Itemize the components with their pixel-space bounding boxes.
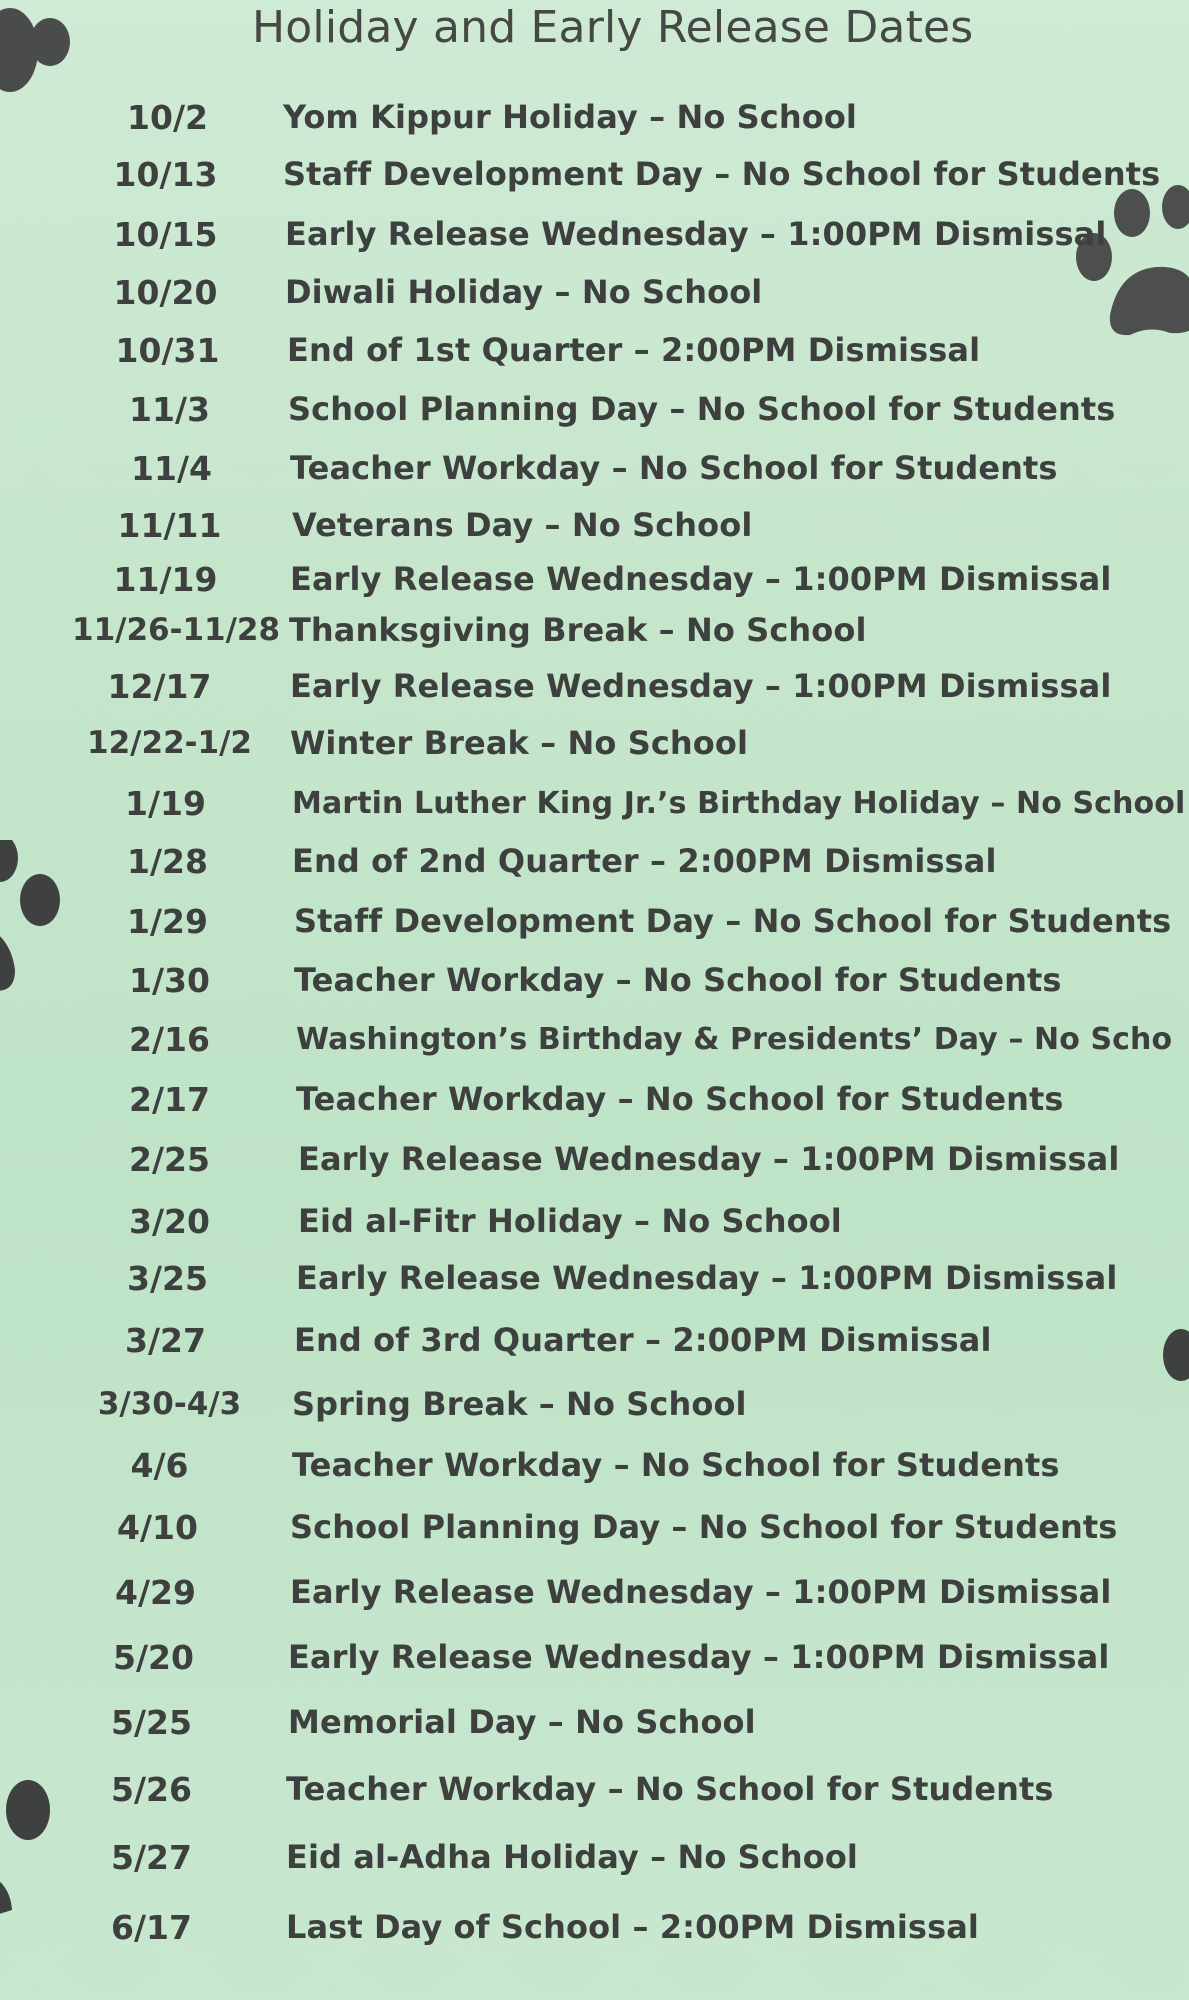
list-item bbox=[0, 1567, 1189, 1617]
list-item bbox=[0, 267, 1189, 317]
list-item bbox=[0, 896, 1189, 946]
event-description: Thanksgiving Break – No School bbox=[289, 611, 867, 649]
event-description: End of 3rd Quarter – 2:00PM Dismissal bbox=[294, 1321, 992, 1359]
list-item bbox=[0, 1440, 1189, 1490]
list-item bbox=[0, 1315, 1189, 1365]
event-description: End of 1st Quarter – 2:00PM Dismissal bbox=[287, 331, 981, 369]
event-date: 3/30-4/3 bbox=[97, 1386, 242, 1422]
event-date: 11/4 bbox=[131, 448, 212, 488]
list-item bbox=[0, 1134, 1189, 1184]
event-date: 1/29 bbox=[127, 901, 208, 941]
event-description: Last Day of School – 2:00PM Dismissal bbox=[286, 1908, 979, 1946]
event-description: Teacher Workday – No School for Students bbox=[296, 1080, 1064, 1118]
event-description: Spring Break – No School bbox=[292, 1385, 747, 1423]
event-date: 10/2 bbox=[127, 97, 208, 137]
event-date: 11/3 bbox=[129, 389, 210, 429]
event-date: 3/20 bbox=[129, 1201, 210, 1241]
list-item bbox=[0, 955, 1189, 1005]
event-description: Early Release Wednesday – 1:00PM Dismissal bbox=[296, 1259, 1118, 1297]
list-item bbox=[0, 1697, 1189, 1747]
event-description: Martin Luther King Jr.’s Birthday Holiday – No School bbox=[292, 785, 1186, 821]
event-description: Staff Development Day – No School for Students bbox=[294, 902, 1172, 940]
event-description: School Planning Day – No School for Students bbox=[288, 390, 1116, 428]
list-item bbox=[0, 836, 1189, 886]
list-item bbox=[0, 1253, 1189, 1303]
event-date: 5/20 bbox=[113, 1637, 194, 1677]
list-item bbox=[0, 1502, 1189, 1552]
event-description: Yom Kippur Holiday – No School bbox=[283, 98, 857, 136]
event-description: Early Release Wednesday – 1:00PM Dismissal bbox=[290, 1573, 1112, 1611]
event-description: School Planning Day – No School for Students bbox=[290, 1508, 1118, 1546]
event-date: 6/17 bbox=[111, 1907, 192, 1947]
event-description: Early Release Wednesday – 1:00PM Dismissal bbox=[285, 215, 1107, 253]
list-item bbox=[0, 661, 1189, 711]
list-item bbox=[0, 92, 1189, 142]
event-date: 1/28 bbox=[127, 841, 208, 881]
event-description: Washington’s Birthday & Presidents’ Day – No Scho bbox=[296, 1021, 1173, 1057]
event-description: Teacher Workday – No School for Students bbox=[290, 449, 1058, 487]
event-date: 1/19 bbox=[125, 783, 206, 823]
event-date: 3/25 bbox=[127, 1258, 208, 1298]
event-date: 11/26-11/28 bbox=[72, 612, 281, 648]
event-description: Early Release Wednesday – 1:00PM Dismissal bbox=[288, 1638, 1110, 1676]
list-item bbox=[0, 718, 1189, 768]
event-description: Winter Break – No School bbox=[290, 724, 749, 762]
event-date: 10/31 bbox=[115, 330, 220, 370]
list-item bbox=[0, 778, 1189, 828]
event-description: Teacher Workday – No School for Students bbox=[292, 1446, 1060, 1484]
list-item bbox=[0, 384, 1189, 434]
event-description: Eid al-Adha Holiday – No School bbox=[286, 1838, 859, 1876]
event-date: 3/27 bbox=[125, 1320, 206, 1360]
list-item bbox=[0, 443, 1189, 493]
event-date: 5/26 bbox=[111, 1769, 192, 1809]
event-date: 5/25 bbox=[111, 1702, 192, 1742]
event-date: 10/15 bbox=[113, 214, 218, 254]
event-date: 4/10 bbox=[117, 1507, 198, 1547]
event-date: 2/25 bbox=[129, 1139, 210, 1179]
event-date: 12/22-1/2 bbox=[87, 725, 252, 761]
list-item bbox=[0, 1764, 1189, 1814]
event-date: 2/17 bbox=[129, 1079, 210, 1119]
event-description: Early Release Wednesday – 1:00PM Dismissal bbox=[290, 667, 1112, 705]
list-item bbox=[0, 1074, 1189, 1124]
event-description: Teacher Workday – No School for Students bbox=[294, 961, 1062, 999]
event-date: 1/30 bbox=[129, 960, 210, 1000]
list-item bbox=[0, 149, 1189, 199]
list-item bbox=[0, 500, 1189, 550]
list-item bbox=[0, 554, 1189, 604]
list-item bbox=[0, 1832, 1189, 1882]
event-date: 5/27 bbox=[111, 1837, 192, 1877]
list-item bbox=[0, 605, 1189, 655]
list-item bbox=[0, 1902, 1189, 1952]
event-date: 4/6 bbox=[130, 1445, 189, 1485]
event-description: End of 2nd Quarter – 2:00PM Dismissal bbox=[292, 842, 997, 880]
event-description: Memorial Day – No School bbox=[288, 1703, 756, 1741]
list-item bbox=[0, 325, 1189, 375]
list-item bbox=[0, 1196, 1189, 1246]
event-date: 11/19 bbox=[113, 559, 218, 599]
event-date: 10/20 bbox=[113, 272, 218, 312]
list-item bbox=[0, 1379, 1189, 1429]
event-date: 12/17 bbox=[107, 666, 212, 706]
event-description: Eid al-Fitr Holiday – No School bbox=[298, 1202, 842, 1240]
event-description: Teacher Workday – No School for Students bbox=[286, 1770, 1054, 1808]
event-description: Staff Development Day – No School for Students bbox=[283, 155, 1161, 193]
event-description: Early Release Wednesday – 1:00PM Dismissal bbox=[298, 1140, 1120, 1178]
event-date: 4/29 bbox=[115, 1572, 196, 1612]
document-title: Holiday and Early Release Dates bbox=[252, 2, 974, 53]
event-date: 2/16 bbox=[129, 1019, 210, 1059]
list-item bbox=[0, 1632, 1189, 1682]
list-item bbox=[0, 1014, 1189, 1064]
event-description: Veterans Day – No School bbox=[292, 506, 753, 544]
event-description: Diwali Holiday – No School bbox=[285, 273, 763, 311]
event-date: 11/11 bbox=[117, 505, 222, 545]
list-item bbox=[0, 209, 1189, 259]
event-date: 10/13 bbox=[113, 154, 218, 194]
event-description: Early Release Wednesday – 1:00PM Dismissal bbox=[290, 560, 1112, 598]
